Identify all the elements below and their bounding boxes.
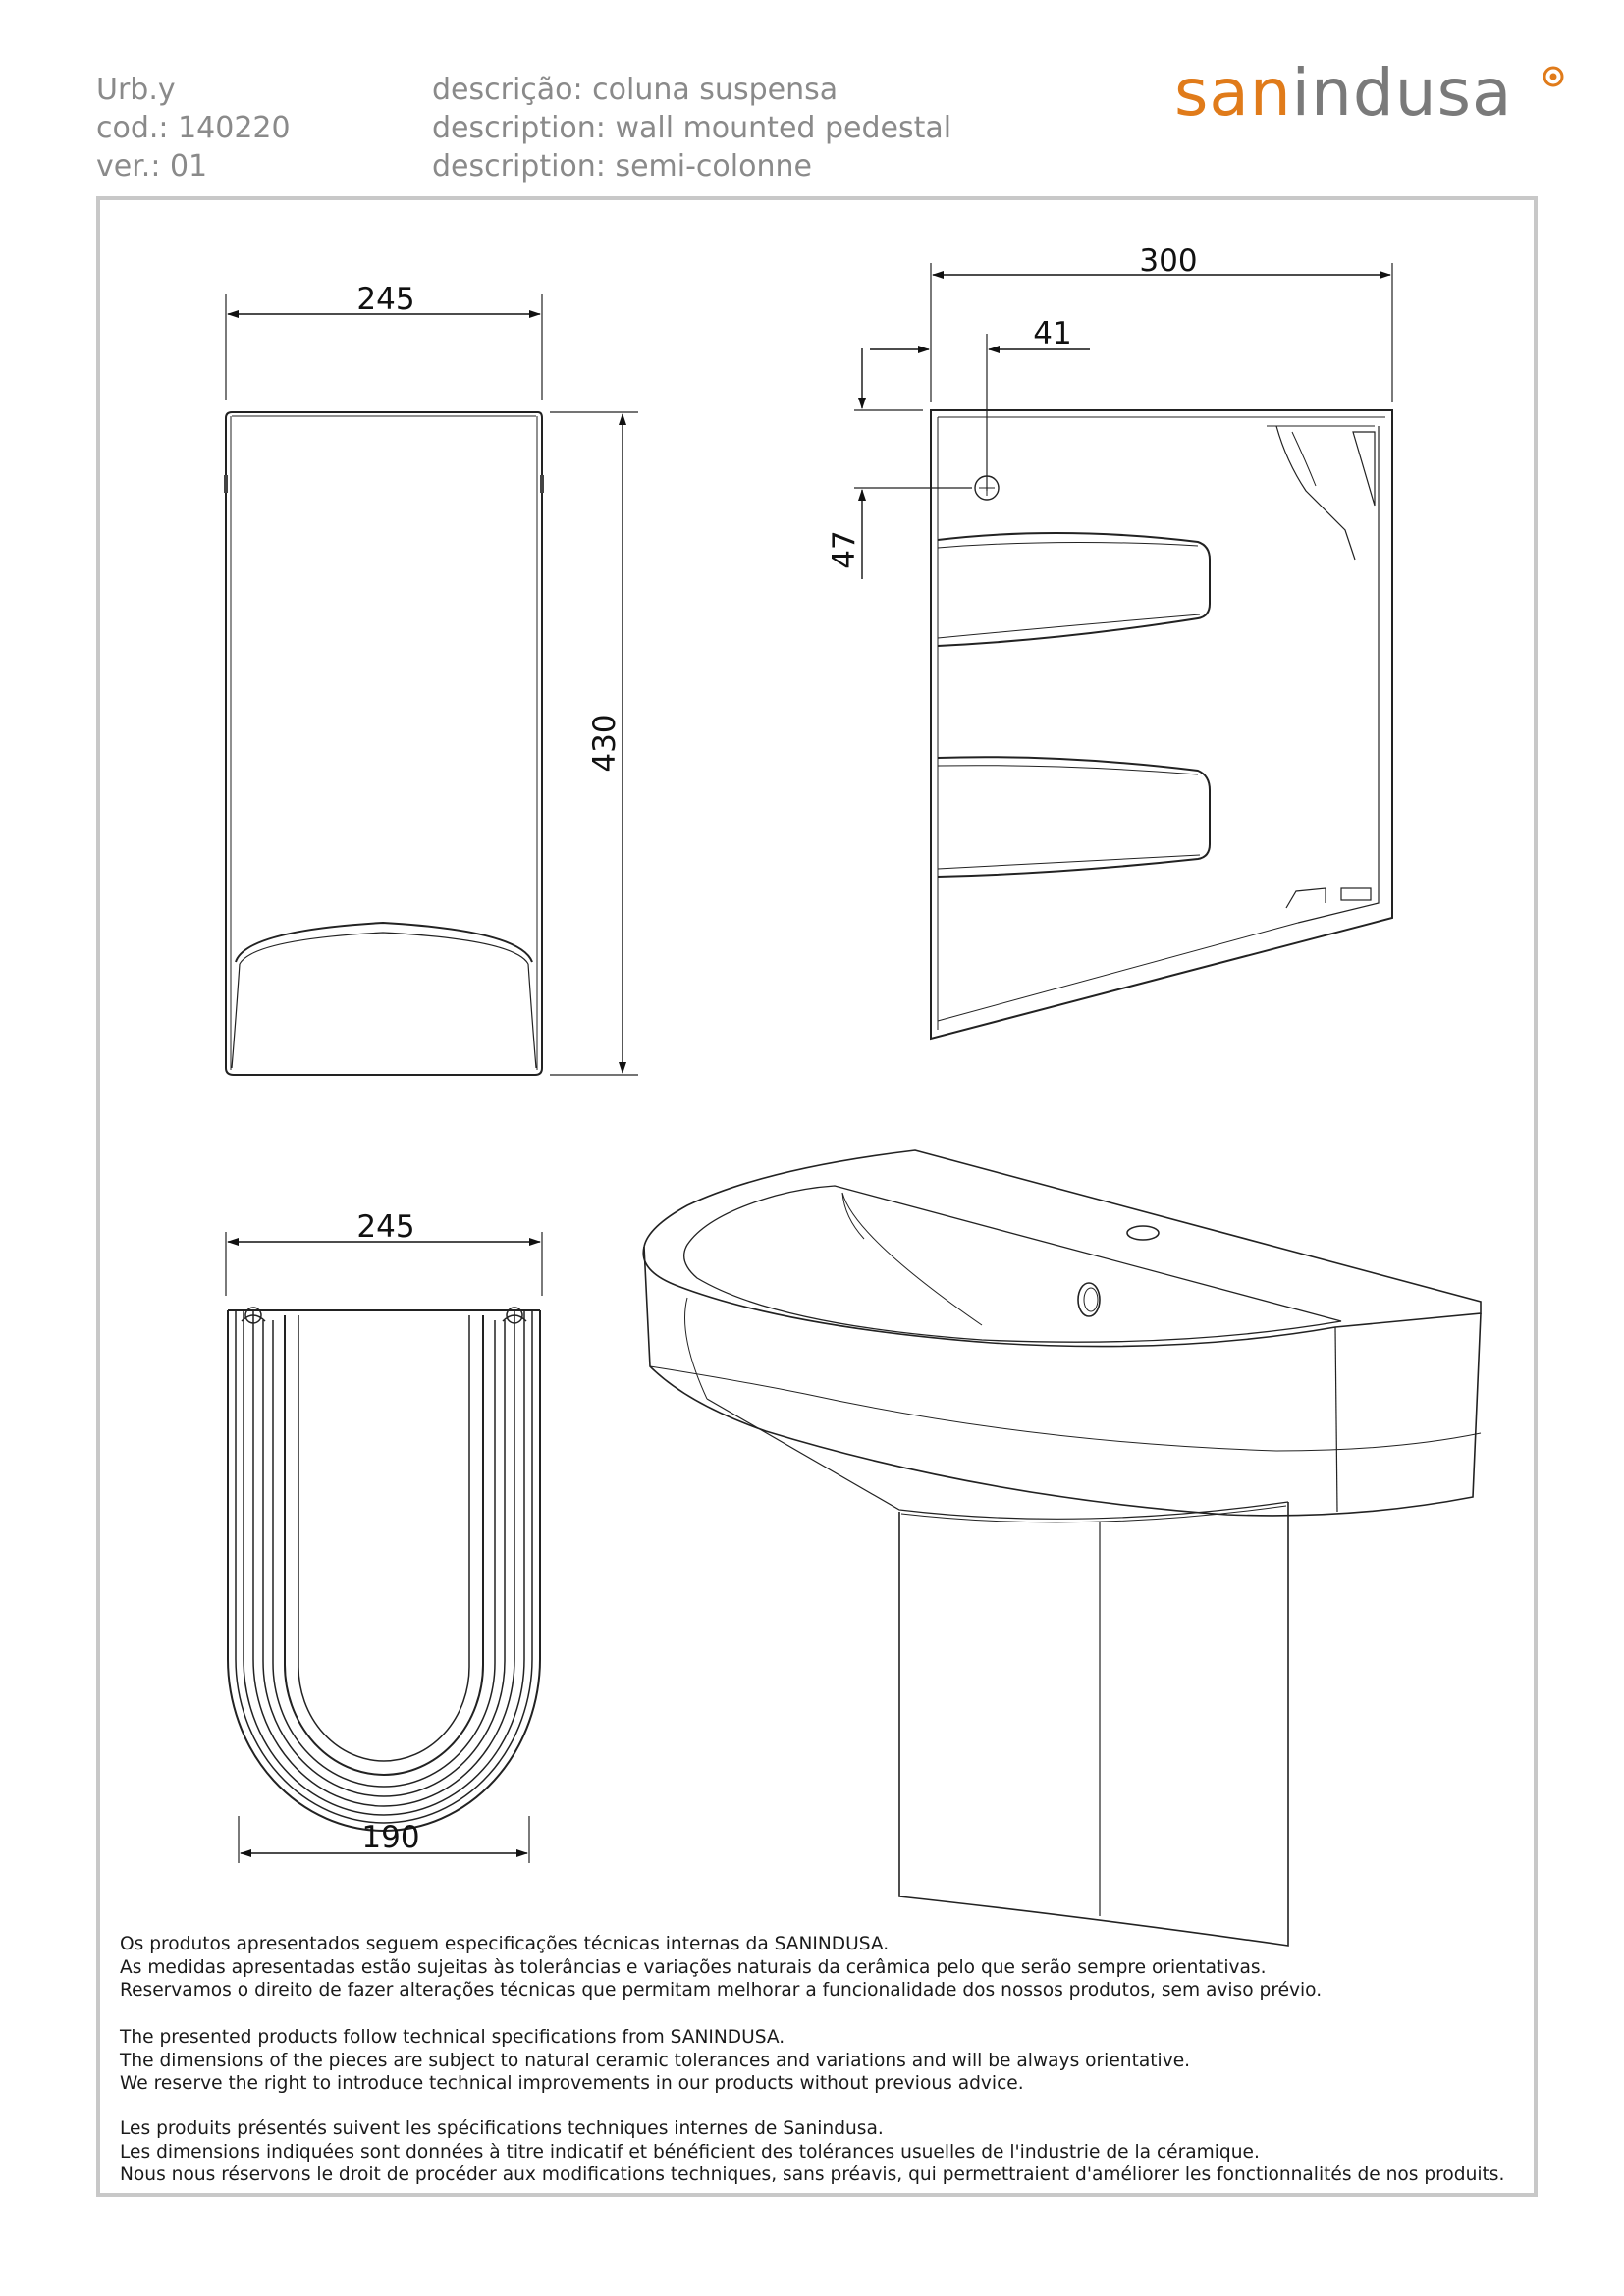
product-code: cod.: 140220 [96,111,291,145]
perspective-view [643,1150,1481,1946]
product-line: Urb.y [96,73,176,107]
note-fr-line: Les produits présentés suivent les spécifications techniques internes de Sanindusa. [120,2118,884,2139]
note-en-line: We reserve the right to introduce technical improvements in our products without previous advice. [120,2073,1024,2095]
side-hole-offset-dimension [870,316,1090,351]
front-width-dimension [228,282,540,317]
notes-english [120,2026,1190,2096]
logo-indusa: indusa [1291,55,1513,131]
logo-san: san [1174,55,1292,131]
note-pt-line: Reservamos o direito de fazer alterações técnicas que permitam melhorar a funcionalidade dos nossos produtos, sem aviso prévio. [120,1980,1323,2002]
side-section-view [854,263,1392,1039]
note-pt-line: As medidas apresentadas estão sujeitas às tolerâncias e variações naturais da cerâmica pelo que serão sempre orientativas. [120,1956,1267,1978]
description-pt: descrição: coluna suspensa [432,73,839,107]
front-view [224,294,638,1075]
front-height-label: 430 [587,714,623,773]
front-height-dimension [587,414,623,1073]
notes-french [120,2117,1504,2187]
side-hole-offset-label: 41 [1033,316,1072,351]
top-view [226,1232,542,1863]
side-hole-height-label: 47 [827,530,862,569]
note-pt-line: Os produtos apresentados seguem especificações técnicas internas da SANINDUSA. [120,1934,890,1954]
top-inner-width-label: 190 [361,1820,420,1855]
note-fr-line: Nous nous réservons le droit de procéder aux modifications techniques, sans préavis, qui permettraient d'améliorer les fonctionnalités de nos produits. [120,2164,1505,2186]
note-en-line: The presented products follow technical specifications from SANINDUSA. [120,2027,785,2048]
side-depth-label: 300 [1139,243,1198,279]
top-width-label: 245 [356,1209,415,1245]
description-fr: description: semi-colonne [432,149,812,184]
description-en: description: wall mounted pedestal [432,111,952,145]
top-inner-width-dimension [241,1820,527,1855]
side-hole-height-dimension [827,348,862,579]
front-width-label: 245 [356,282,415,317]
side-depth-dimension [933,243,1390,279]
note-fr-line: Les dimensions indiquées sont données à titre indicatif et bénéficient des tolérances usuelles de l'industrie de la céramique. [120,2141,1260,2163]
top-width-dimension [228,1209,540,1245]
note-en-line: The dimensions of the pieces are subject to natural ceramic tolerances and variations and will be always orientative. [120,2050,1191,2071]
product-version: ver.: 01 [96,149,208,184]
notes-portuguese [120,1933,1322,2002]
